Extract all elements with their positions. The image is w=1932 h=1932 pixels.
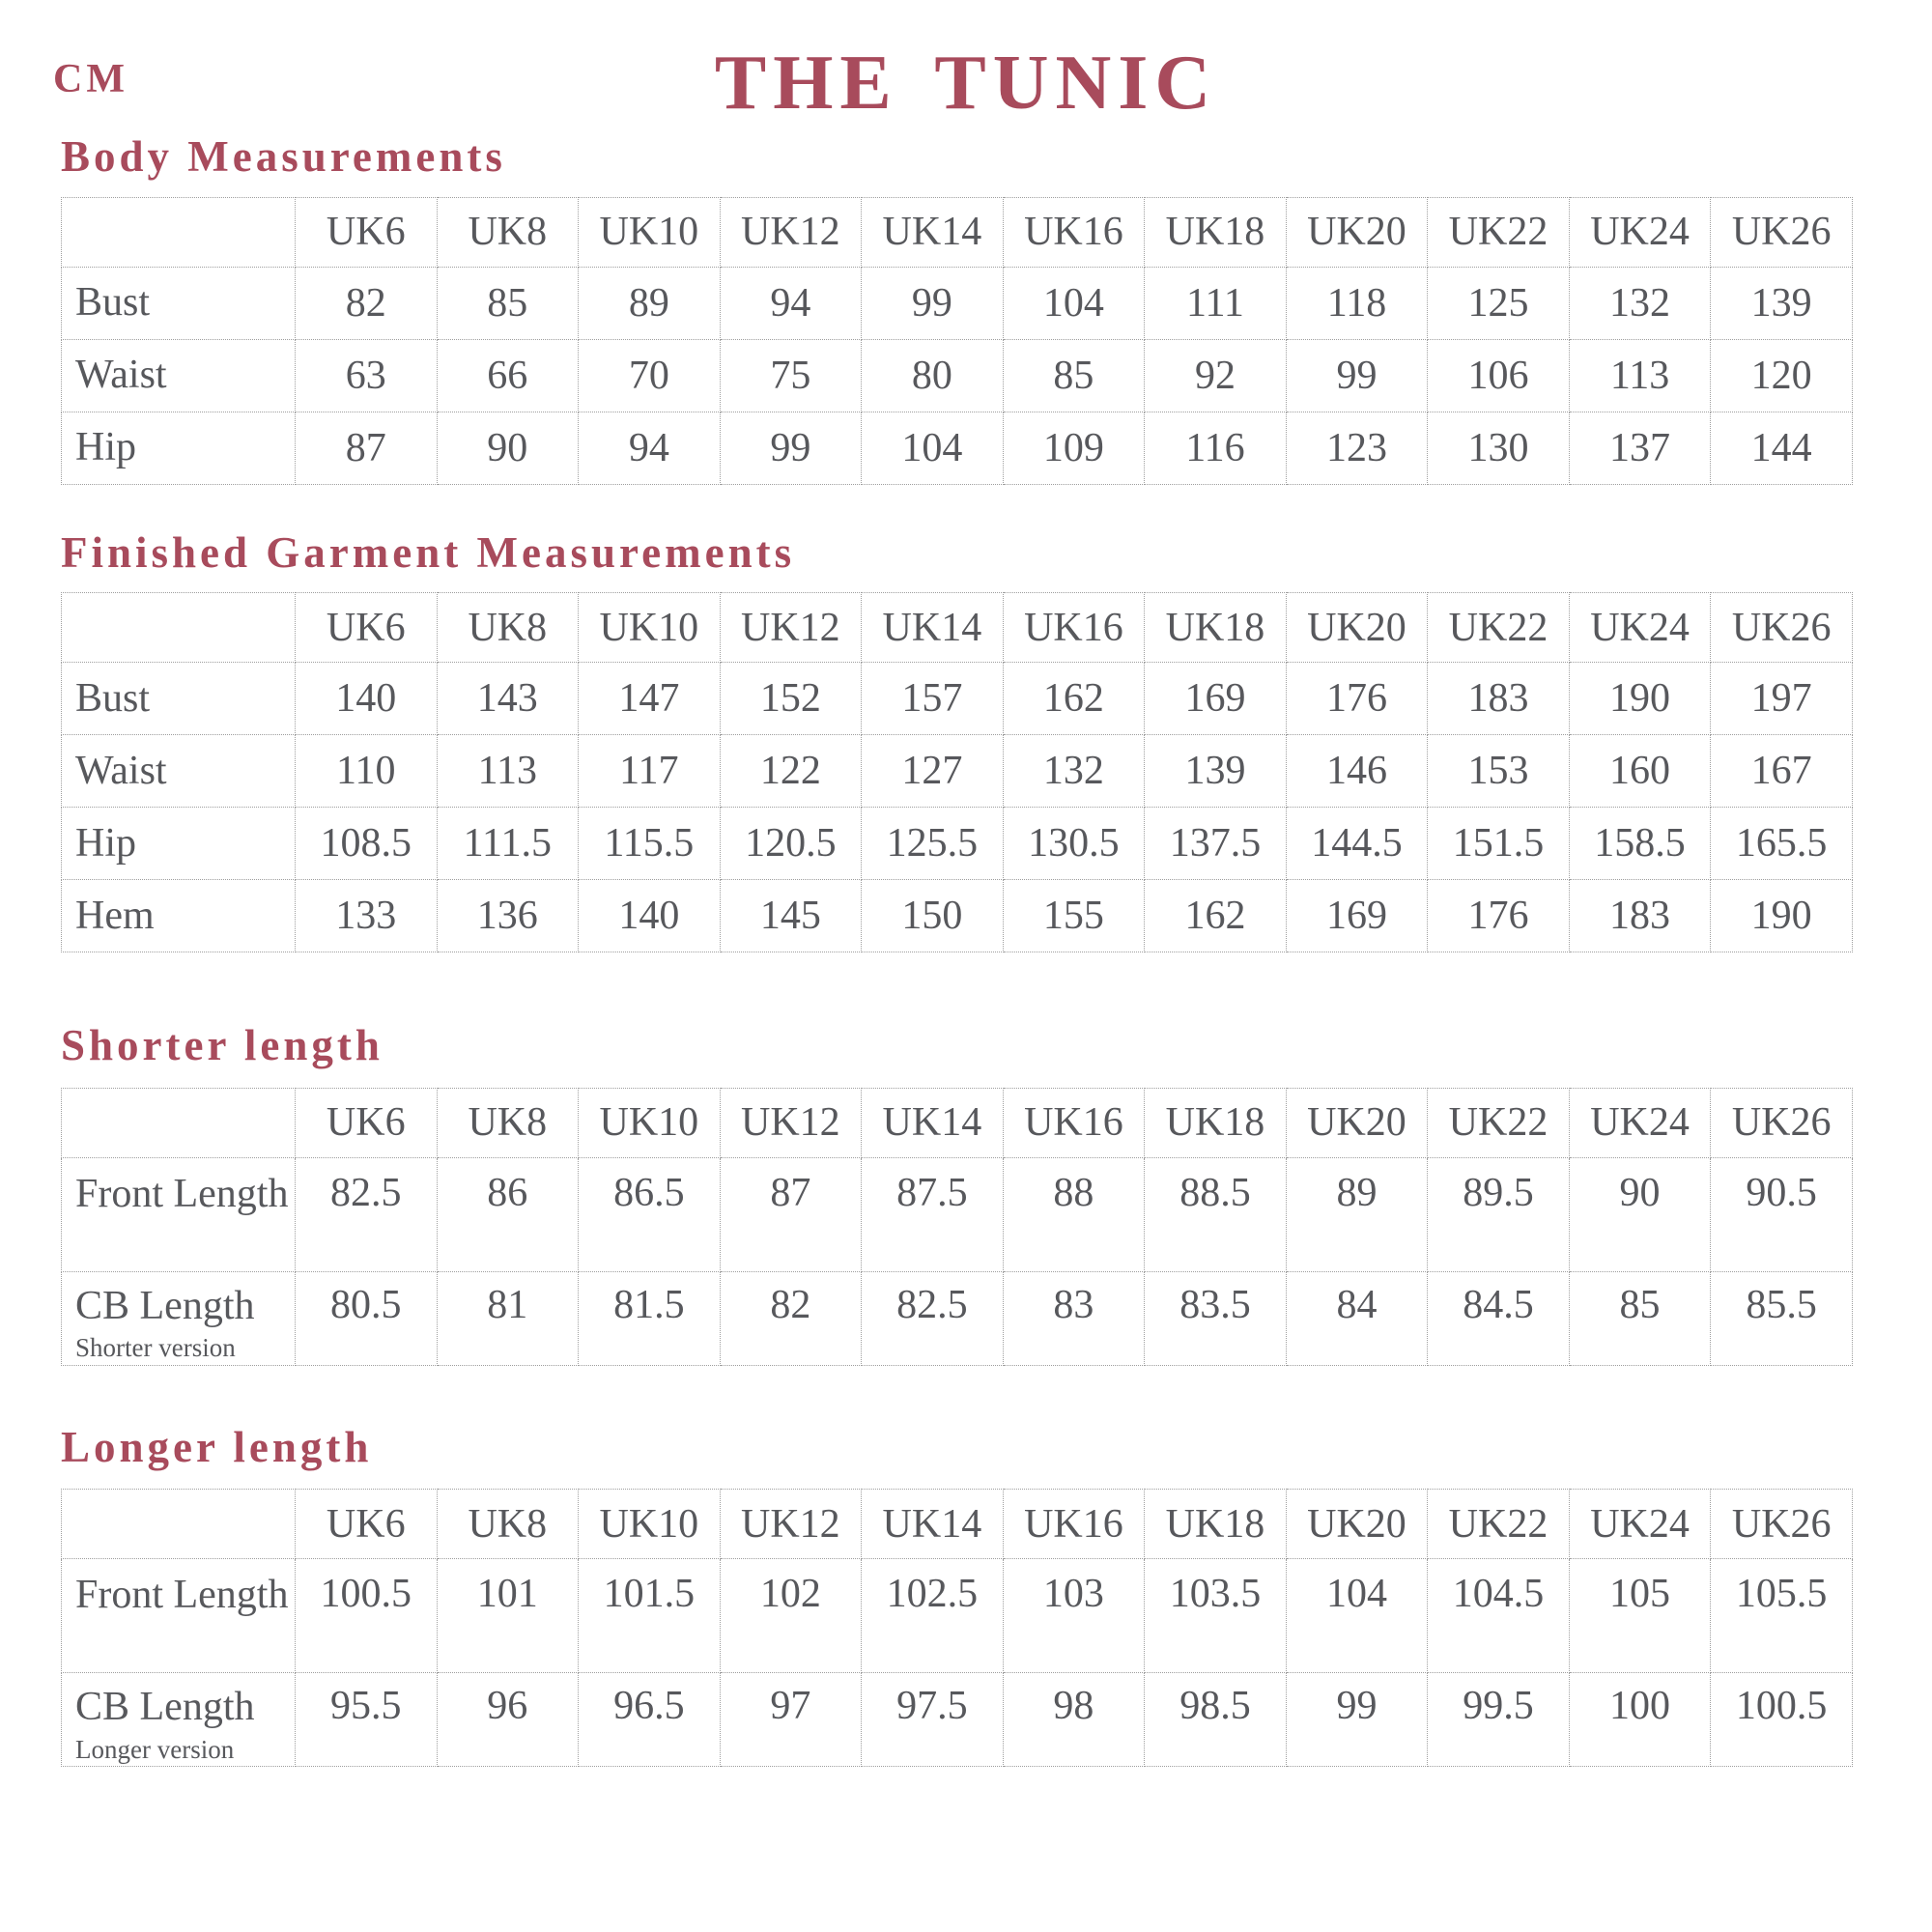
- size-column-header: UK16: [1003, 197, 1145, 267]
- measurement-cell: 96: [437, 1673, 579, 1767]
- row-label: Bust: [62, 663, 296, 735]
- measurement-cell: 162: [1003, 663, 1145, 735]
- unit-label: CM: [53, 57, 128, 101]
- row-label: Hem: [62, 880, 296, 952]
- measurement-cell: 109: [1003, 412, 1145, 484]
- measurement-row: [62, 880, 1853, 952]
- row-label: Bust: [62, 267, 296, 339]
- measurement-cell: 85: [437, 267, 579, 339]
- measurement-cell: 87.5: [862, 1157, 1004, 1271]
- size-header-row: [62, 197, 1853, 267]
- measurement-cell: 152: [720, 663, 862, 735]
- size-column-header: UK20: [1286, 1088, 1428, 1157]
- measurement-cell: 81.5: [579, 1271, 721, 1365]
- measurement-cell: 87: [296, 412, 438, 484]
- measurement-cell: 140: [296, 663, 438, 735]
- longer-length-table: [61, 1489, 1853, 1767]
- size-column-header: UK10: [579, 197, 721, 267]
- measurement-cell: 117: [579, 735, 721, 808]
- measurement-cell: 150: [862, 880, 1004, 952]
- measurement-row: [62, 339, 1853, 412]
- measurement-cell: 183: [1569, 880, 1711, 952]
- measurement-cell: 98: [1003, 1673, 1145, 1767]
- measurement-cell: 70: [579, 339, 721, 412]
- size-column-header: UK16: [1003, 593, 1145, 663]
- body-measurements-table: [61, 197, 1853, 485]
- measurement-cell: 190: [1711, 880, 1853, 952]
- measurement-cell: 176: [1286, 663, 1428, 735]
- measurement-cell: 83.5: [1145, 1271, 1287, 1365]
- measurement-cell: 66: [437, 339, 579, 412]
- measurement-cell: 85.5: [1711, 1271, 1853, 1365]
- measurement-cell: 165.5: [1711, 808, 1853, 880]
- size-column-header: UK12: [720, 1490, 862, 1559]
- measurement-row: [62, 663, 1853, 735]
- measurement-cell: 82.5: [296, 1157, 438, 1271]
- measurement-cell: 63: [296, 339, 438, 412]
- size-column-header: UK18: [1145, 593, 1287, 663]
- measurement-cell: 133: [296, 880, 438, 952]
- measurement-cell: 99: [1286, 1673, 1428, 1767]
- measurement-cell: 97: [720, 1673, 862, 1767]
- size-header-row: [62, 1088, 1853, 1157]
- size-column-header: UK10: [579, 1088, 721, 1157]
- size-column-header: UK12: [720, 593, 862, 663]
- measurement-cell: 137: [1569, 412, 1711, 484]
- measurement-cell: 99.5: [1428, 1673, 1570, 1767]
- corner-cell: [62, 593, 296, 663]
- size-column-header: UK22: [1428, 197, 1570, 267]
- measurement-cell: 143: [437, 663, 579, 735]
- size-column-header: UK16: [1003, 1088, 1145, 1157]
- size-column-header: UK26: [1711, 593, 1853, 663]
- measurement-cell: 88: [1003, 1157, 1145, 1271]
- measurement-cell: 118: [1286, 267, 1428, 339]
- measurement-cell: 113: [437, 735, 579, 808]
- measurement-cell: 157: [862, 663, 1004, 735]
- page-title: THE TUNIC: [714, 41, 1218, 126]
- measurement-cell: 137.5: [1145, 808, 1287, 880]
- measurement-cell: 88.5: [1145, 1157, 1287, 1271]
- measurement-cell: 183: [1428, 663, 1570, 735]
- size-column-header: UK20: [1286, 593, 1428, 663]
- measurement-cell: 106: [1428, 339, 1570, 412]
- measurement-cell: 144.5: [1286, 808, 1428, 880]
- measurement-cell: 84.5: [1428, 1271, 1570, 1365]
- measurement-cell: 100: [1569, 1673, 1711, 1767]
- measurement-cell: 81: [437, 1271, 579, 1365]
- measurement-cell: 197: [1711, 663, 1853, 735]
- size-column-header: UK22: [1428, 1490, 1570, 1559]
- row-label: Front Length: [62, 1157, 296, 1271]
- measurement-cell: 99: [862, 267, 1004, 339]
- measurement-cell: 125: [1428, 267, 1570, 339]
- size-column-header: UK12: [720, 197, 862, 267]
- size-column-header: UK26: [1711, 1490, 1853, 1559]
- size-column-header: UK20: [1286, 1490, 1428, 1559]
- measurement-cell: 101: [437, 1559, 579, 1673]
- measurement-cell: 96.5: [579, 1673, 721, 1767]
- measurement-cell: 90: [1569, 1157, 1711, 1271]
- measurement-cell: 99: [1286, 339, 1428, 412]
- size-column-header: UK22: [1428, 593, 1570, 663]
- measurement-cell: 139: [1711, 267, 1853, 339]
- measurement-cell: 103.5: [1145, 1559, 1287, 1673]
- measurement-cell: 100.5: [1711, 1673, 1853, 1767]
- measurement-cell: 98.5: [1145, 1673, 1287, 1767]
- measurement-cell: 80: [862, 339, 1004, 412]
- size-column-header: UK16: [1003, 1490, 1145, 1559]
- row-label: CB Length Shorter version: [62, 1271, 296, 1365]
- measurement-cell: 80.5: [296, 1271, 438, 1365]
- measurement-cell: 132: [1003, 735, 1145, 808]
- measurement-cell: 146: [1286, 735, 1428, 808]
- measurement-cell: 89.5: [1428, 1157, 1570, 1271]
- measurement-cell: 153: [1428, 735, 1570, 808]
- measurement-cell: 120.5: [720, 808, 862, 880]
- measurement-cell: 105: [1569, 1559, 1711, 1673]
- measurement-row: [62, 1673, 1853, 1767]
- size-column-header: UK24: [1569, 1490, 1711, 1559]
- measurement-cell: 115.5: [579, 808, 721, 880]
- measurement-row: [62, 1157, 1853, 1271]
- measurement-cell: 111.5: [437, 808, 579, 880]
- measurement-row: [62, 412, 1853, 484]
- section-heading-finished-garment: Finished Garment Measurements: [61, 527, 796, 577]
- measurement-cell: 84: [1286, 1271, 1428, 1365]
- measurement-row: [62, 1271, 1853, 1365]
- measurement-cell: 104.5: [1428, 1559, 1570, 1673]
- size-column-header: UK8: [437, 1088, 579, 1157]
- measurement-cell: 82: [720, 1271, 862, 1365]
- measurement-cell: 90.5: [1711, 1157, 1853, 1271]
- measurement-cell: 110: [296, 735, 438, 808]
- measurement-cell: 140: [579, 880, 721, 952]
- measurement-cell: 85: [1003, 339, 1145, 412]
- measurement-cell: 100.5: [296, 1559, 438, 1673]
- size-chart-content: [61, 133, 1853, 1767]
- section-heading-longer-length: Longer length: [61, 1422, 373, 1471]
- size-column-header: UK20: [1286, 197, 1428, 267]
- shorter-length-table: [61, 1088, 1853, 1366]
- size-column-header: UK14: [862, 593, 1004, 663]
- measurement-cell: 125.5: [862, 808, 1004, 880]
- size-column-header: UK8: [437, 197, 579, 267]
- size-column-header: UK18: [1145, 1490, 1287, 1559]
- measurement-row: [62, 267, 1853, 339]
- size-column-header: UK26: [1711, 1088, 1853, 1157]
- measurement-cell: 176: [1428, 880, 1570, 952]
- measurement-cell: 155: [1003, 880, 1145, 952]
- measurement-cell: 99: [720, 412, 862, 484]
- row-label: Front Length: [62, 1559, 296, 1673]
- measurement-cell: 127: [862, 735, 1004, 808]
- measurement-row: [62, 735, 1853, 808]
- measurement-cell: 86: [437, 1157, 579, 1271]
- size-header-row: [62, 593, 1853, 663]
- measurement-cell: 92: [1145, 339, 1287, 412]
- size-column-header: UK18: [1145, 197, 1287, 267]
- size-column-header: UK6: [296, 1088, 438, 1157]
- size-column-header: UK6: [296, 593, 438, 663]
- measurement-cell: 82.5: [862, 1271, 1004, 1365]
- corner-cell: [62, 1490, 296, 1559]
- measurement-cell: 97.5: [862, 1673, 1004, 1767]
- measurement-cell: 132: [1569, 267, 1711, 339]
- measurement-cell: 136: [437, 880, 579, 952]
- size-column-header: UK24: [1569, 197, 1711, 267]
- measurement-cell: 130: [1428, 412, 1570, 484]
- measurement-cell: 103: [1003, 1559, 1145, 1673]
- row-sublabel: Longer version: [75, 1734, 235, 1764]
- size-column-header: UK8: [437, 593, 579, 663]
- size-column-header: UK26: [1711, 197, 1853, 267]
- measurement-cell: 94: [579, 412, 721, 484]
- measurement-cell: 102: [720, 1559, 862, 1673]
- row-sublabel: Shorter version: [75, 1332, 236, 1362]
- measurement-cell: 94: [720, 267, 862, 339]
- measurement-cell: 86.5: [579, 1157, 721, 1271]
- measurement-cell: 85: [1569, 1271, 1711, 1365]
- size-column-header: UK24: [1569, 1088, 1711, 1157]
- measurement-row: [62, 808, 1853, 880]
- size-column-header: UK22: [1428, 1088, 1570, 1157]
- measurement-cell: 169: [1286, 880, 1428, 952]
- row-label: Hip: [62, 808, 296, 880]
- measurement-cell: 95.5: [296, 1673, 438, 1767]
- measurement-cell: 123: [1286, 412, 1428, 484]
- measurement-cell: 169: [1145, 663, 1287, 735]
- size-header-row: [62, 1490, 1853, 1559]
- corner-cell: [62, 1088, 296, 1157]
- measurement-cell: 89: [1286, 1157, 1428, 1271]
- size-column-header: UK10: [579, 1490, 721, 1559]
- measurement-cell: 108.5: [296, 808, 438, 880]
- measurement-cell: 120: [1711, 339, 1853, 412]
- measurement-cell: 90: [437, 412, 579, 484]
- size-column-header: UK14: [862, 197, 1004, 267]
- size-column-header: UK24: [1569, 593, 1711, 663]
- measurement-cell: 102.5: [862, 1559, 1004, 1673]
- measurement-cell: 104: [862, 412, 1004, 484]
- measurement-cell: 111: [1145, 267, 1287, 339]
- measurement-cell: 101.5: [579, 1559, 721, 1673]
- measurement-row: [62, 1559, 1853, 1673]
- measurement-cell: 113: [1569, 339, 1711, 412]
- measurement-cell: 158.5: [1569, 808, 1711, 880]
- measurement-cell: 160: [1569, 735, 1711, 808]
- size-column-header: UK10: [579, 593, 721, 663]
- size-column-header: UK6: [296, 197, 438, 267]
- measurement-cell: 139: [1145, 735, 1287, 808]
- size-column-header: UK14: [862, 1490, 1004, 1559]
- measurement-cell: 104: [1286, 1559, 1428, 1673]
- section-heading-shorter-length: Shorter length: [61, 1021, 384, 1069]
- row-label: Waist: [62, 735, 296, 808]
- size-column-header: UK6: [296, 1490, 438, 1559]
- measurement-cell: 190: [1569, 663, 1711, 735]
- measurement-cell: 167: [1711, 735, 1853, 808]
- corner-cell: [62, 197, 296, 267]
- size-column-header: UK12: [720, 1088, 862, 1157]
- row-label: Waist: [62, 339, 296, 412]
- size-column-header: UK8: [437, 1490, 579, 1559]
- measurement-cell: 144: [1711, 412, 1853, 484]
- measurement-cell: 104: [1003, 267, 1145, 339]
- size-column-header: UK14: [862, 1088, 1004, 1157]
- measurement-cell: 122: [720, 735, 862, 808]
- measurement-cell: 87: [720, 1157, 862, 1271]
- measurement-cell: 82: [296, 267, 438, 339]
- measurement-cell: 105.5: [1711, 1559, 1853, 1673]
- measurement-cell: 130.5: [1003, 808, 1145, 880]
- measurement-cell: 83: [1003, 1271, 1145, 1365]
- measurement-cell: 145: [720, 880, 862, 952]
- measurement-cell: 75: [720, 339, 862, 412]
- row-label: Hip: [62, 412, 296, 484]
- measurement-cell: 116: [1145, 412, 1287, 484]
- size-column-header: UK18: [1145, 1088, 1287, 1157]
- row-label: CB Length Longer version: [62, 1673, 296, 1767]
- measurement-cell: 147: [579, 663, 721, 735]
- measurement-cell: 151.5: [1428, 808, 1570, 880]
- section-heading-body-measurements: Body Measurements: [61, 132, 506, 181]
- measurement-cell: 89: [579, 267, 721, 339]
- finished-garment-table: [61, 592, 1853, 952]
- measurement-cell: 162: [1145, 880, 1287, 952]
